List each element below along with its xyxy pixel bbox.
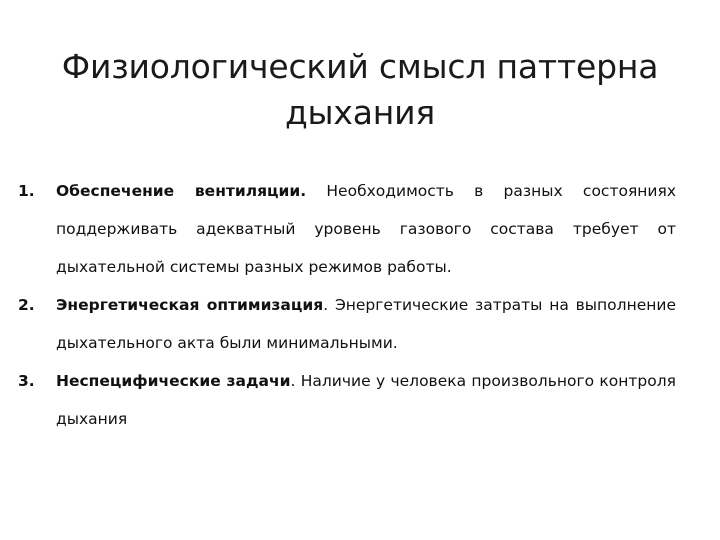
list-item: [18, 286, 676, 362]
list-item-term: Энергетическая оптимизация: [56, 296, 324, 314]
list-item-term: Неспецифические задачи: [56, 372, 291, 390]
list-item-body: [56, 182, 676, 276]
list-item-number: 1.: [18, 182, 35, 200]
numbered-list: [18, 172, 676, 438]
list-item-term: Обеспечение вентиляции.: [56, 182, 307, 200]
list-item-body: [56, 296, 676, 352]
list-item-text: Необходимость в разных состояниях поддерживать адекватный уровень газового состава требует от дыхательной системы разных режимов работы.: [56, 182, 676, 276]
list-item-number: 2.: [18, 296, 35, 314]
slide-title: Физиологический смысл паттерна дыхания: [61, 47, 659, 133]
list-item: [18, 362, 676, 438]
list-item-text: . Энергетические затраты на выполнение дыхательного акта были минимальными.: [56, 296, 676, 352]
list-item-body: [56, 372, 676, 428]
list-item: [18, 172, 676, 286]
list-item-number: 3.: [18, 372, 35, 390]
list-item-text: . Наличие у человека произвольного контроля дыхания: [56, 372, 676, 428]
